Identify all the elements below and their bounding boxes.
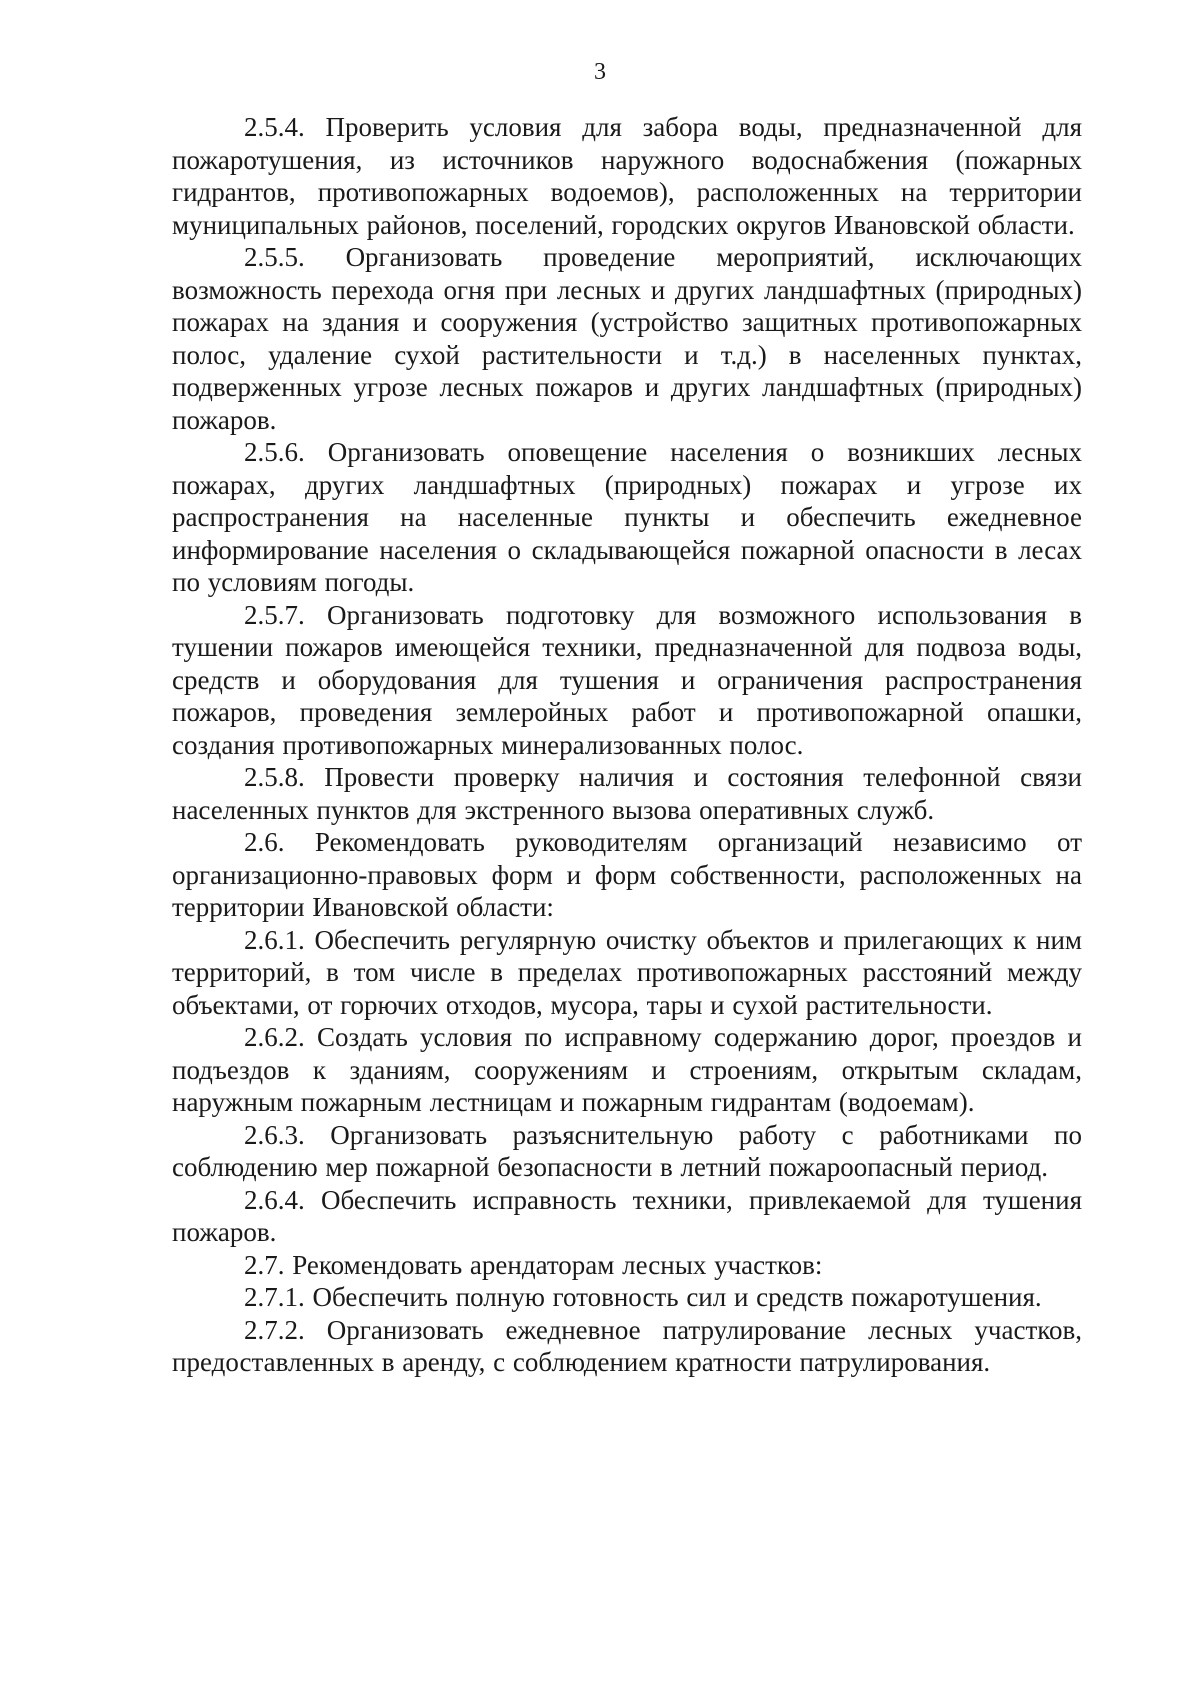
paragraph-2-7-2: 2.7.2. Организовать ежедневное патрулирование лесных участков, предоставленных в аренду, с соблюдением кратности патрулирования.: [172, 1314, 1082, 1377]
paragraph-2-6: 2.6. Рекомендовать руководителям организаций независимо от организационно-правовых форм и форм собственности, расположенных на территории Ивановской области:: [172, 827, 1082, 922]
paragraph-2-5-7: 2.5.7. Организовать подготовку для возможного использования в тушении пожаров имеющейся техники, предназначенной для подвоза воды, средств и оборудования для тушения и ограничения распространения пожаров, проведения землеройных работ и противопожарной опашки, создания противопожарных минерализованных полос.: [172, 599, 1082, 760]
paragraph-2-5-6: 2.5.6. Организовать оповещение населения о возникших лесных пожарах, других ландшафтных (природных) пожарах и угрозе их распространения на населенные пункты и обеспечить ежедневное информирование населения о складывающейся пожарной опасности в лесах по условиям погоды.: [172, 437, 1082, 597]
paragraph-2-5-8: 2.5.8. Провести проверку наличия и состояния телефонной связи населенных пунктов для экстренного вызова оперативных служб.: [172, 762, 1082, 825]
page-number: 3: [594, 59, 606, 85]
paragraph-2-6-4: 2.6.4. Обеспечить исправность техники, привлекаемой для тушения пожаров.: [172, 1184, 1082, 1247]
paragraph-2-5-5: 2.5.5. Организовать проведение мероприятий, исключающих возможность перехода огня при лесных и других ландшафтных (природных) пожарах на здания и сооружения (устройство защитных противопожарных полос, удаление сухой растительности и т.д.) в населенных пунктах, подверженных угрозе лесных пожаров и других ландшафтных (природных) пожаров.: [172, 242, 1082, 435]
paragraph-2-7-1: 2.7.1. Обеспечить полную готовность сил и средств пожаротушения.: [244, 1282, 1042, 1312]
paragraph-2-7: 2.7. Рекомендовать арендаторам лесных участков:: [244, 1249, 823, 1280]
document-body: [172, 111, 1082, 1379]
paragraph-2-6-3: 2.6.3. Организовать разъяснительную работу с работниками по соблюдению мер пожарной безопасности в летний пожароопасный период.: [172, 1119, 1082, 1182]
paragraph-2-6-1: 2.6.1. Обеспечить регулярную очистку объектов и прилегающих к ним территорий, в том числе в пределах противопожарных расстояний между объектами, от горючих отходов, мусора, тары и сухой растительности.: [172, 924, 1082, 1020]
paragraph-2-6-2: 2.6.2. Создать условия по исправному содержанию дорог, проездов и подъездов к зданиям, сооружениям и строениям, открытым складам, наружным пожарным лестницам и пожарным гидрантам (водоемам).: [172, 1022, 1082, 1117]
paragraph-2-5-4: 2.5.4. Проверить условия для забора воды, предназначенной для пожаротушения, из источников наружного водоснабжения (пожарных гидрантов, противопожарных водоемов), расположенных на территории муниципальных районов, поселений, городских округов Ивановской области.: [172, 112, 1082, 240]
